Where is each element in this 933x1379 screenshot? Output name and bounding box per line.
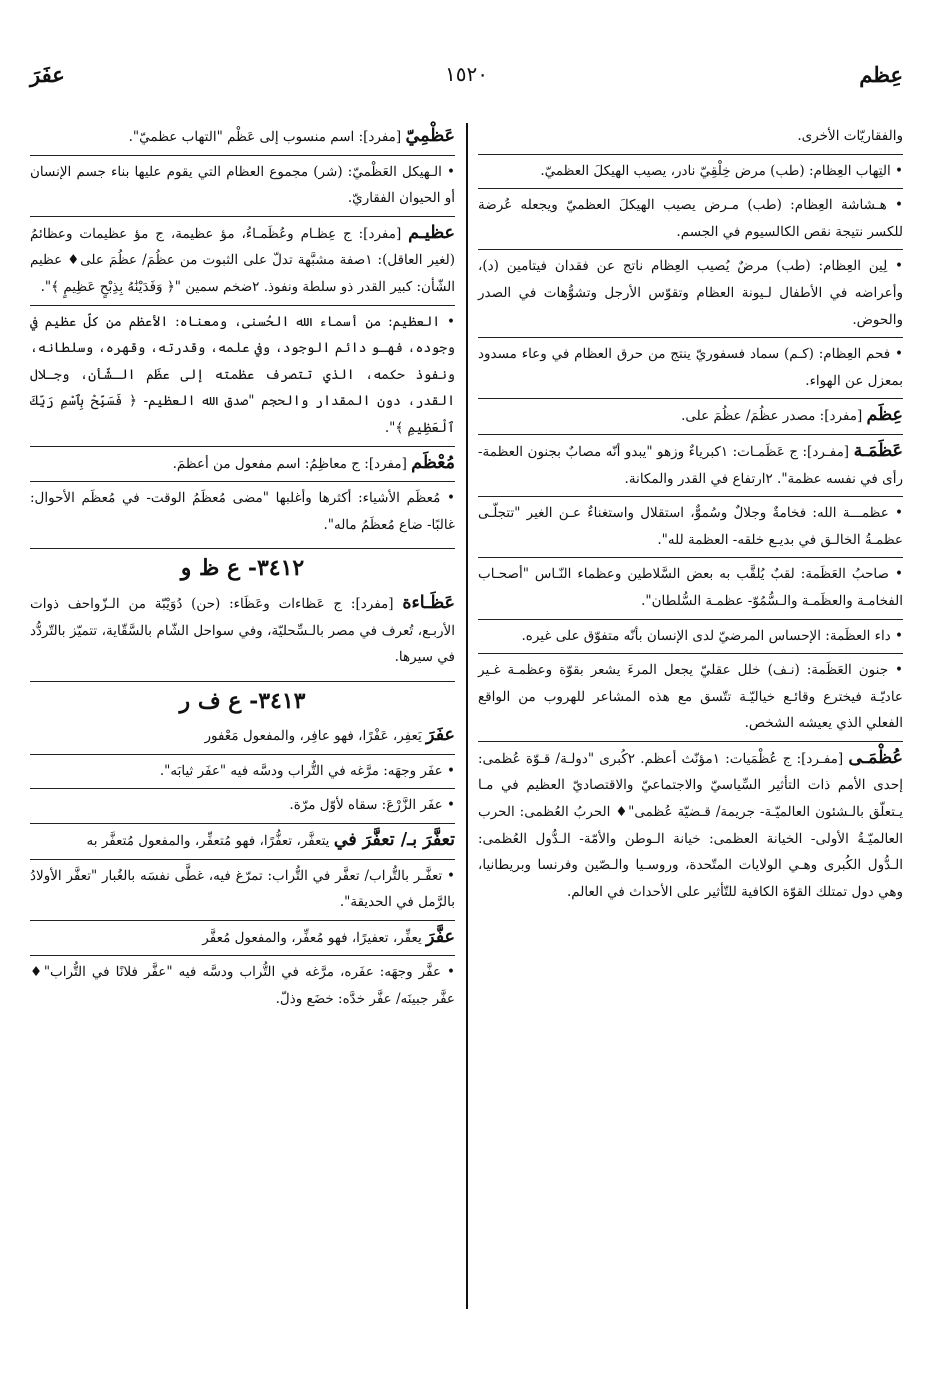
entry-headword: عُظْمَـى — [848, 747, 903, 768]
header-right-word: عِظم — [859, 62, 903, 87]
dictionary-entry — [30, 123, 455, 151]
entry-text: • عفَّر وجهَه: عفَره، مرَّغه في التُّراب ودسَّه فيه "عفَّر فلانًا في التُّراب"♦ عفَّر جبينَه/ عفَّر خدَّه: خضَع وذلّ. — [30, 964, 455, 1008]
entry-text: • الـهيكل العَظْميّ: (شر) مجموع العظام التي يقوم عليها بناء جسم الإنسان أو الحيوان الفقاريّ. — [30, 163, 455, 207]
entry-text: • التِهاب العِظام: (طب) مرض خِلْقِيّ نادر، يصيب الهيكلَ العظميّ. — [540, 162, 903, 179]
entry-headword: عفَرَ — [426, 725, 455, 746]
dictionary-entry — [30, 754, 455, 785]
dictionary-entry — [478, 398, 903, 430]
dictionary-entry — [30, 481, 455, 538]
right-column — [478, 123, 903, 909]
entry-text: • مُعظَم الأشياء: أكثرها وأغلبها "مضى مُعظَمُ الوقت- في مُعظَم الأحوال: غالبًا- ضاع مُعظَمُ ماله". — [30, 490, 455, 533]
entry-text: يَعفِر، عَفْرًا، فهو عافِر، والمفعول مَعْفور — [204, 728, 427, 745]
entry-text: يتعفَّر، تعفُّرًا، فهو مُتعفِّر، والمفعول مُتعفَّر به — [86, 833, 334, 850]
dictionary-entry — [30, 920, 455, 952]
entry-text: • عظمـــة الله: فخامةٌ وجلالٌ وسُموٌّ، استقلال واستغناءٌ عـن الغير "تتجلّـى عظمـةُ الخالـق في بديـع خلقه- العظمة لله". — [478, 505, 903, 548]
page-header — [30, 62, 903, 102]
entry-text: • داء العظَمة: الإحساس المرضيّ لدى الإنسان بأنّه متفوّق على غيره. — [521, 627, 903, 644]
dictionary-entry — [30, 590, 455, 671]
entry-headword: عَظْمِيّ — [405, 126, 455, 146]
entry-text: • جنون العَظَمة: (نـف) خلل عقليّ يجعل المرءَ يشعر بقوّة وعظمـة غـير عاديّـة فيخترع وقائـع خياليّـة تتّسق مع هذه المشاعر للهروب من الواقع الفعلي الذي يعيشه الشخص. — [478, 662, 903, 732]
entry-text: • صاحبُ العَظَمة: لقبٌ يُلقَّب به بعض السَّلاطين وعظماء النّـاس "أصحـاب الفخامـة والعظَمـة والـسُّمُوّ- عظمـة السُّلطان". — [478, 566, 903, 609]
dictionary-entry — [30, 305, 455, 442]
column-divider — [466, 123, 468, 1309]
entry-text: [مفرد]: ج معاظِمُ: اسم مفعول من أعظمَ. — [172, 455, 412, 472]
dictionary-entry — [478, 249, 903, 333]
dictionary-entry — [478, 337, 903, 394]
entry-text: • هـشاشة العِظام: (طب) مـرض يصيب الهيكلَ العظميّ ويجعله عُرضة للكسر نتيجة نقص الكالسيوم في الجسم. — [478, 197, 903, 240]
entry-headword: تعفَّرَ بـ/ تعفَّرَ في — [333, 830, 455, 851]
dictionary-entry — [30, 446, 455, 478]
entry-headword: عفَّرَ — [426, 926, 455, 947]
entry-text: [مفرد]: مصدر عظُمَ/ عظُمَ على. — [681, 408, 867, 425]
entry-headword: عِظَم — [866, 405, 903, 426]
dictionary-entry — [478, 741, 903, 906]
dictionary-entry — [478, 123, 903, 150]
dictionary-entry — [30, 722, 455, 750]
dictionary-entry — [30, 859, 455, 916]
dictionary-entry — [30, 155, 455, 212]
page-number: ١٥٢٠ — [445, 62, 488, 86]
entry-text: [مفـرد]: ج عَظَمـات: ١كبرياءٌ وزهو "يبدو أنّه مصابٌ بجنون العظمة- رأى في نفسه عظمة". ٢ارتفاع في القدر والمكانة. — [478, 443, 903, 487]
entry-headword: عَظَـاءة — [402, 592, 455, 613]
entry-headword: عظيـم — [408, 222, 455, 243]
section-heading: ٣٤١٢- ع ظ و — [30, 548, 455, 582]
entry-text: [مفـرد]: ج عُظْمَيات: ١مؤنّث أعظم. ٢كُبرى "دولـة/ قـوّة عُظمى: إحدى الأمم ذات التأثير السِّياسيّ والاجتماعيّ والاقتصاديّ العظيم في مـا يـتعلّق بالـشئون العالميّـة- جريمة/ قـضيّة عُظمى"♦ الحربُ العُظمى: الحرب العالميّـةُ الأولى- الخيانة العظمى: خيانة الـوطن والأمّة- الـدُّول العُظمى: الـدُّول الكُبرى وهـي الولايات المتّحدة، وروسـيا والـصّين وفرنسا وبريطانيا، وهي دول تمتلك القوّة الكافية للتّأثير على الأحداث في العالم. — [478, 750, 903, 900]
dictionary-entry — [478, 557, 903, 614]
entry-text: • العظيم: من أسماء الله الحُسنى، ومعناه: الأعظم من كلّ عظيم في وجوده، فهـو دائم الوجود، وفي علمه، وقدرته، وقهره، وسلطانه، ونفوذ حكمه، الذي تتصرف عظمته إلى عظَم الـشّأن، وجـلال القدر، دون المقدار والحجم "صدق الله العظيم- ﴿ فَسَبِّحْ بِٱسْمِ رَبِّكَ ٱلْعَظِيمِ ﴾". — [30, 313, 455, 436]
entry-text: • عفَر وجهَه: مرَّغه في التُّراب ودسَّه فيه "عفَر ثيابَه". — [159, 762, 455, 779]
dictionary-entry — [478, 434, 903, 492]
left-column — [30, 123, 455, 1017]
entry-text: • فحم العِظام: (كـم) سماد فسفوريّ ينتج من حرق العظام في وعاء مسدود بمعزل عن الهواء. — [478, 346, 903, 389]
dictionary-entry — [478, 154, 903, 185]
header-left-word: عفَرَ — [30, 62, 65, 87]
entry-text: • لِين العِظام: (طب) مرضٌ يُصيب العِظام ناتج عن فقدان فيتامين (د)، وأعراضه في الأطفال لـيونة العظام وتقوّس الأرجل وتشوُّهات في الصدر والحوض. — [478, 258, 903, 328]
entry-text: • عفَر الزَّرْعَ: سقاه لأوّل مرّة. — [289, 797, 455, 814]
dictionary-entry — [478, 188, 903, 245]
dictionary-entry — [30, 823, 455, 855]
entry-text: [مفرد]: ج عَظاءات وعَظَاء: (حن) دُوَيْبّة من الـزّواحف ذوات الأربـع، تُعرف في مصر بالـسِّحليّة، وفي سواحل الشّام بالسَّقّاية، تتميّز بالتّردُّد في سيرها. — [30, 595, 455, 666]
entry-text: يعفِّر، تعفيرًا، فهو مُعفِّر، والمفعول مُعفَّر — [202, 929, 427, 946]
entry-headword: مُعْظَم — [411, 452, 455, 473]
entry-text: [مفرد]: ج عِظـام وعُظَمـاءُ، مؤ عظيمة، ج مؤ عظيمات وعظائمُ (لغير العاقل): ١صفة مشبَّهة تدلّ على الثبوت من عظُمَ/ عظُمَ على♦ عظيم الشّأن: كبير القدر ذو سلطة ونفوذ. ٢ضخم سمين "﴿ وَفَدَيْنَٰهُ بِذِبْحٍ عَظِيمٍ ﴾". — [30, 225, 456, 295]
dictionary-entry — [30, 955, 455, 1012]
entry-text: • تعفَّـر بالتُّراب/ تعفَّر في التُّراب: تمرّغ فيه، غطَّى نفسَه بالغُبار "تعفَّر الأولادُ بالرَّمل في الحديقة". — [30, 867, 455, 911]
dictionary-entry — [30, 216, 455, 301]
section-heading: ٣٤١٣- ع ف ر — [30, 681, 455, 715]
dictionary-entry — [478, 496, 903, 553]
entry-headword: عَظَمَـة — [853, 440, 903, 461]
entry-text: [مفرد]: اسم منسوب إلى عَظْم "التهاب عظميّ". — [128, 129, 406, 145]
dictionary-entry — [478, 619, 903, 650]
dictionary-entry — [30, 788, 455, 819]
entry-text: والفقاريّات الأخرى. — [797, 128, 903, 144]
dictionary-entry — [478, 653, 903, 737]
